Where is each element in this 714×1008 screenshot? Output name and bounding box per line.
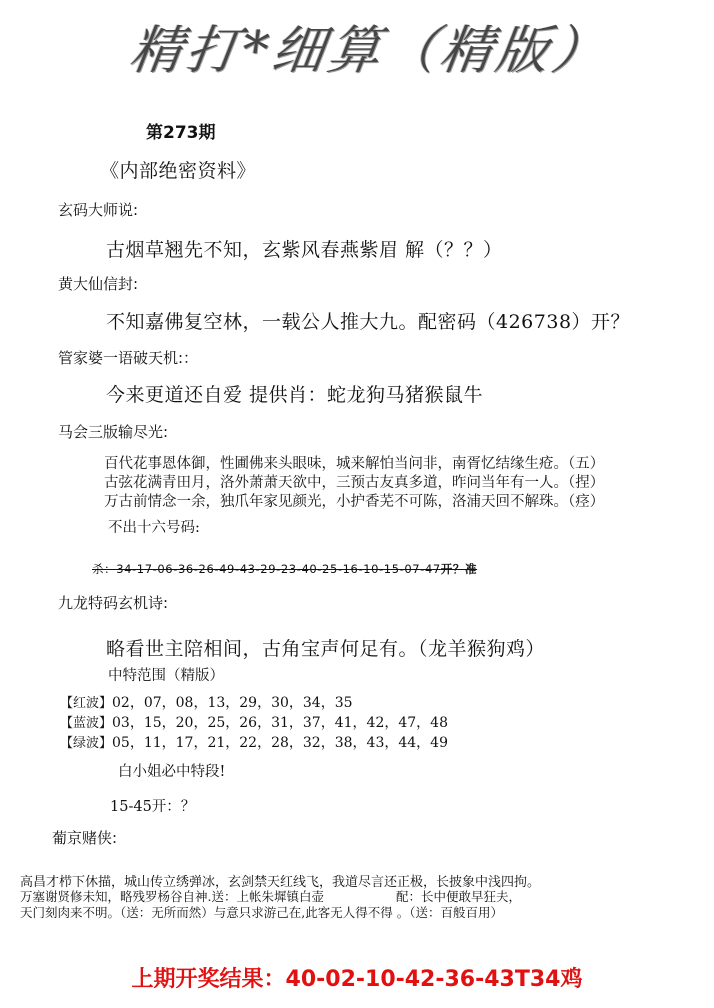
wave-row-blue [60,712,448,732]
kill-numbers-text: 杀：34-17-06-36-26-49-43-29-23-40-25-16-10-15-07-47 [92,562,441,576]
wave-numbers: 05，11，17，21，22，28，32，38，43，44，49 [112,735,448,751]
last-result: 上期开奖结果：40-02-10-42-36-43T34鸡 [131,967,583,992]
wave-tag: 【蓝波】 [60,716,113,731]
wave-tag: 【绿波】 [60,736,113,751]
section-title-guanjiapo: 管家婆一语破天机:： [58,349,199,367]
pujing-line: 万塞谢贤修未知，略残罗杨谷自神.送：上帐朱墀镇白壶 [20,889,324,904]
kill-numbers-tail: 开？准 [440,562,478,576]
wave-tag: 【红波】 [60,696,113,711]
huangdaxian-line: 不知嘉佛复空林，一载公人推大九。配密码（426738）开？ [106,311,631,333]
mahui-poem-line: 百代花事恩体御，性圃佛来头眼味，城来解怕当问非，南胥忆结缘生疮。（五） [104,456,605,472]
banner-title: 精打*细算（精版） [126,21,613,81]
section-title-jiulong: 九龙特码玄机诗: [58,594,169,612]
section-title-not16: 不出十六号码: [108,520,200,536]
section-title-pujing: 葡京赌侠: [52,829,118,847]
section-title-huangdaxian: 黄大仙信封: [58,275,139,293]
issue-number: 第273期 [146,123,216,143]
pujing-line: 高昌才栉下休描，城山传立绣弹冰，玄剑禁天红线飞，我道尽言还正极，长披象中浅四拘。 [20,875,541,890]
xuanma-line: 古烟草翘先不知，玄紫风春燕紫眉 解（？？） [106,239,503,261]
wave-numbers: 03，15，20，25，26，31，37，41，42，47，48 [112,715,448,731]
wave-row-green [60,732,448,752]
kill-numbers [92,561,477,577]
baixiaojie-line: 白小姐必中特段! [118,764,226,780]
section-title-mahui: 马会三版输尽光: [58,423,169,441]
guanjiapo-line: 今来更道还自爱 提供肖：蛇龙狗马猪猴鼠牛 [106,384,484,406]
pujing-line: 配：长中便敢早狂夫， [396,889,522,904]
jiulong-line: 略看世主陪相间，古角宝声何足有。（龙羊猴狗鸡） [106,638,546,660]
pujing-line: 天门刻肉来不明。（送：无所而然）与意只求游己在,此客无人得不得 。（送：百般百用） [20,905,503,920]
section-title-xuanma: 玄码大师说: [58,201,139,219]
wave-row-red [60,692,353,712]
range-line: 15-45开：？ [110,799,196,815]
range-title: 中特范围（精版） [108,668,224,684]
mahui-poem-line: 万古前情念一余，独爪年家见颜光，小护香芜不可陈，洛浦天回不解珠。（痉） [104,494,605,510]
wave-numbers: 02，07，08，13，29，30，34，35 [112,695,353,711]
mahui-poem-line: 古弦花满青田月，洛外萧萧天欲中，三预古友真多道，昨问当年有一人。（捏） [104,475,605,491]
document-title: 《内部绝密资料》 [100,160,257,182]
